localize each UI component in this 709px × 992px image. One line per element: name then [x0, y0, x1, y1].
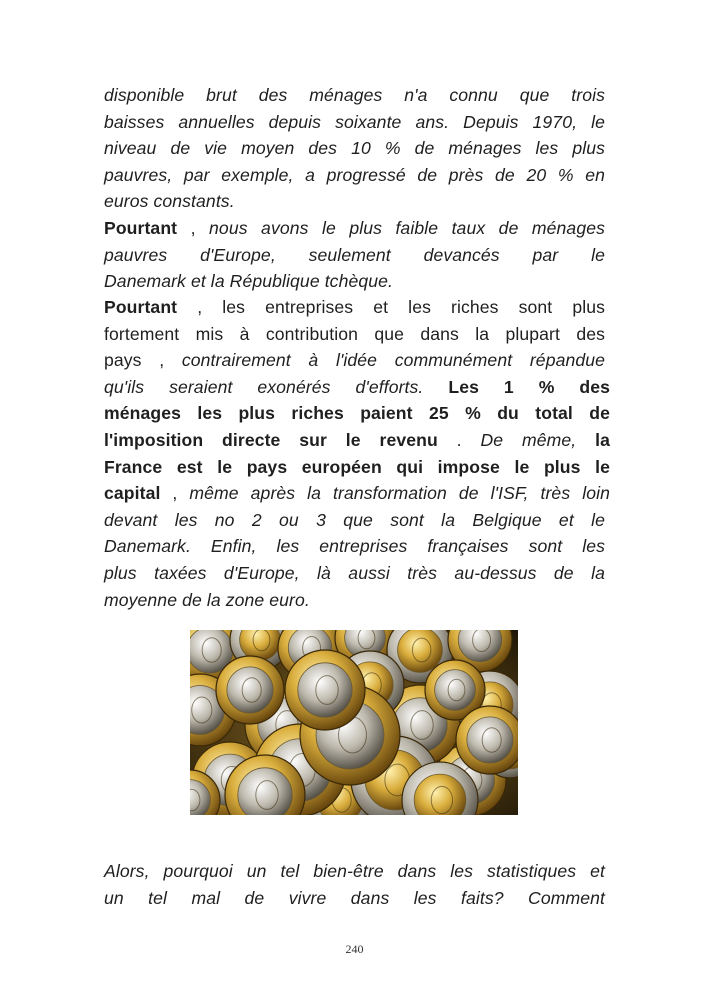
bold-text: Pourtant — [104, 218, 178, 238]
text-line — [104, 242, 605, 269]
italic-text: devant les no 2 ou 3 que sont la Belgique et le — [104, 509, 605, 530]
text-span: pays , — [104, 350, 182, 371]
italic-text: Alors, pourquoi un tel bien-être dans les statistiques et — [104, 861, 605, 881]
bold-text: ménages les plus riches paient 25 % du total de — [104, 403, 610, 424]
bold-text: France est le pays européen qui impose le plus le — [104, 456, 610, 477]
italic-text: contrairement à l'idée communément répandue — [181, 350, 605, 371]
italic-text: disponible brut des ménages n'a connu que trois — [104, 85, 605, 105]
text-line — [104, 135, 605, 162]
text-line — [104, 215, 605, 242]
text-span: , les entreprises et les riches sont plus — [177, 297, 605, 317]
text-line — [104, 454, 610, 481]
italic-text: nous avons le plus faible taux de ménages — [209, 218, 605, 238]
text-line — [104, 427, 610, 454]
euro-coins-image — [190, 630, 518, 815]
italic-text: pauvres, par exemple, a progressé de près de 20 % en — [104, 164, 605, 185]
italic-text: niveau de vie moyen des 10 % de ménages les plus — [104, 138, 605, 159]
bold-text: la — [595, 430, 610, 450]
italic-text: un tel mal de vivre dans les faits? Comment — [104, 887, 605, 908]
bold-text: Les 1 % des — [448, 376, 611, 397]
text-line — [104, 321, 605, 348]
italic-text: Danemark. Enfin, les entreprises françaises sont les — [104, 536, 605, 557]
bold-text: Pourtant — [104, 297, 178, 317]
text-line — [104, 347, 605, 374]
italic-text: De même, — [480, 430, 596, 450]
page-number: 240 — [345, 942, 364, 956]
text-line — [104, 294, 605, 321]
italic-text: moyenne de la zone euro. — [104, 589, 310, 610]
text-line — [104, 400, 610, 427]
text-line — [104, 480, 610, 507]
text-span: fortement mis à contribution que dans la plupart des — [104, 323, 605, 344]
italic-text: qu'ils seraient exonérés d'efforts. — [104, 376, 449, 397]
text-line — [104, 560, 605, 587]
euro-coins-photo — [190, 630, 518, 815]
text-line — [104, 507, 605, 534]
text-line — [104, 587, 605, 614]
text-line — [104, 374, 610, 401]
text-line — [104, 188, 605, 215]
text-line — [104, 268, 605, 295]
text-span: . — [437, 430, 481, 450]
italic-text: euros constants. — [104, 191, 235, 212]
italic-text: même après la transformation de l'ISF, très loin — [189, 483, 610, 504]
bold-text: l'imposition directe sur le revenu — [104, 430, 438, 450]
italic-text: pauvres d'Europe, seulement devancés par le — [104, 244, 605, 265]
italic-text: plus taxées d'Europe, là aussi très au-dessus de la — [104, 563, 605, 583]
text-span: , — [160, 483, 190, 504]
text-span: , — [177, 218, 210, 238]
italic-text: Danemark et la République tchèque. — [104, 271, 393, 292]
text-line — [104, 885, 605, 912]
text-line — [104, 533, 605, 560]
text-line — [104, 109, 605, 136]
text-line — [104, 162, 605, 189]
text-line — [104, 858, 605, 885]
italic-text: baisses annuelles depuis soixante ans. Depuis 1970, le — [104, 111, 605, 132]
bold-text: capital — [104, 483, 161, 504]
text-line — [104, 82, 605, 109]
